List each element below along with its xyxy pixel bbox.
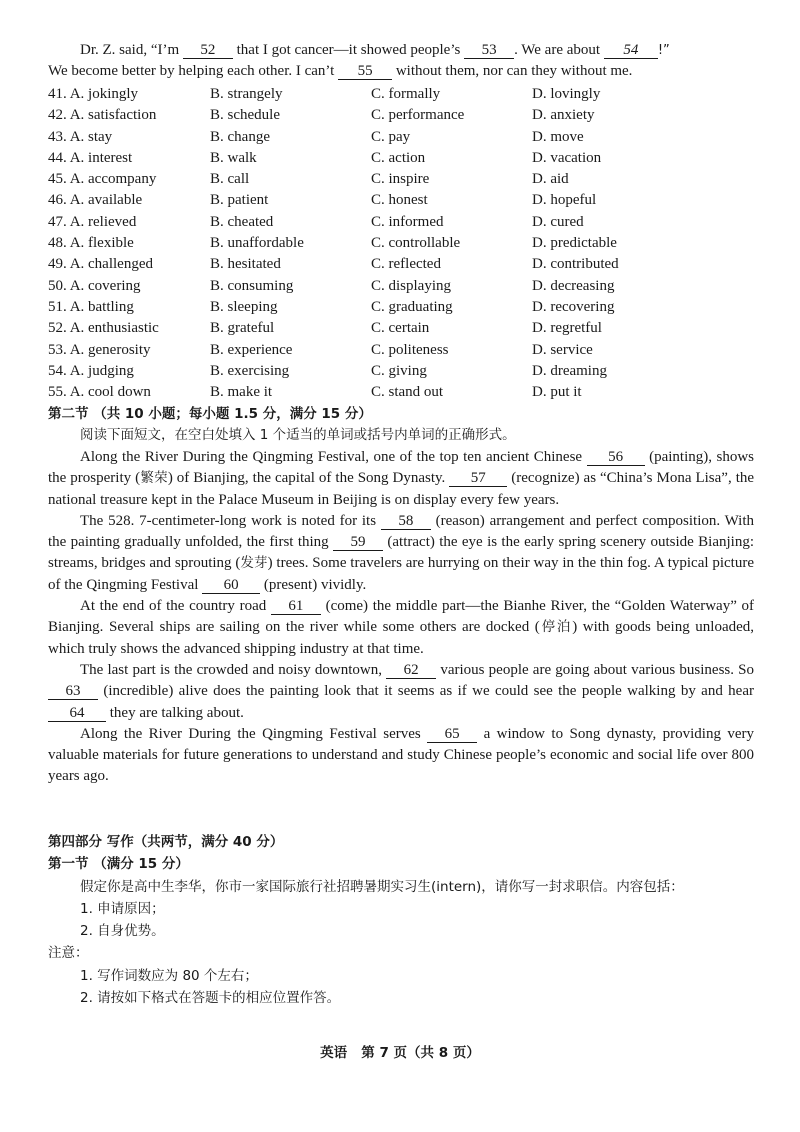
blank-59: 59 <box>333 534 383 551</box>
blank-58: 58 <box>381 513 431 530</box>
blank-65: 65 <box>427 726 477 743</box>
blank-56: 56 <box>587 449 645 466</box>
note-2: 2. 请按如下格式在答题卡的相应位置作答。 <box>80 990 341 1007</box>
footer-page-number: 第 7 页（共 8 页） <box>361 1045 480 1061</box>
page-footer <box>0 1041 800 1061</box>
blank-60: 60 <box>202 577 260 594</box>
option-row: 42. A. satisfaction B. schedule C. performance D. anxiety <box>48 107 595 124</box>
footer-subject: 英语 <box>320 1045 348 1061</box>
handwritten-exclamation: ! <box>657 43 664 58</box>
option-row: 49. A. challenged B. hesitated C. reflected D. contributed <box>48 256 619 273</box>
passage-paragraph-2: The 528. 7-centimeter-long work is noted for its 58 (reason) arrangement and perfect composition. With the painting gradually unfolded, the first thing 59 (attract) the eye is the early spring scenery outside Bianjing: streams, bridges and sprouting (发芽) trees. Some travelers are hurrying on their way in the thin fog. A typical picture of the Qingming Festival 60 (present) vividly. <box>48 512 755 593</box>
blank-54-handwritten: 54 <box>604 42 658 59</box>
notes-title: 注意： <box>48 945 89 962</box>
passage-paragraph-4: The last part is the crowded and noisy downtown, 62 various people are going about various business. So 63 (incredible) alive does the painting look that it seems as if we could see the people walking by and hear 64 they are talking about. <box>48 660 754 724</box>
blank-52: 52 <box>183 42 233 59</box>
intro-line-1 <box>48 40 754 61</box>
option-row: 52. A. enthusiastic B. grateful C. certain D. regretful <box>48 320 602 337</box>
section-2-header <box>48 404 754 447</box>
section-2-instruction: 阅读下面短文，在空白处填入 1 个适当的单词或括号内单词的正确形式。 <box>80 427 516 444</box>
part-4-writing <box>48 832 754 1009</box>
section-2-title: 第二节 （共 10 小题；每小题 1.5 分，满分 15 分） <box>48 406 372 422</box>
note-1: 1. 写作词数应为 80 个左右； <box>80 967 258 984</box>
passage-paragraph-3: At the end of the country road 61 (come) the middle part—the Bianhe River, the “Golden Waterway” of Bianjing. Several ships are sailing on the river while some others are docked (停泊) with goods being unloaded, which truly shows the advanced shipping industry at that time. <box>48 598 755 657</box>
intro-text: Dr. Z. said, “I’m <box>80 42 180 58</box>
blank-63: 63 <box>48 683 98 700</box>
option-row: 46. A. available B. patient C. honest D. hopeful <box>48 192 597 209</box>
intro-text: without them, nor can they without me. <box>395 63 633 80</box>
option-row: 54. A. judging B. exercising C. giving D. dreaming <box>48 362 607 379</box>
passage-paragraph-5: Along the River During the Qingming Festival serves 65 a window to Song dynasty, providing very valuable materials for future generations to understand and study Chinese people’s economic and social life over 800 years ago. <box>48 725 755 785</box>
intro-line-2 <box>48 61 754 82</box>
part-4-section-1-title: 第一节 （满分 15 分） <box>48 856 189 873</box>
grammar-passage <box>48 447 754 788</box>
option-row: 55. A. cool down B. make it C. stand out D. put it <box>48 384 582 401</box>
blank-62: 62 <box>386 662 436 679</box>
option-row: 43. A. stay B. change C. pay D. move <box>48 128 584 145</box>
intro-text: . We are about <box>514 42 601 58</box>
blank-53: 53 <box>464 42 514 59</box>
blank-61: 61 <box>271 598 321 615</box>
blank-55: 55 <box>338 63 392 80</box>
option-row: 53. A. generosity B. experience C. politeness D. service <box>48 341 593 358</box>
prompt-item-1: 1. 申请原因； <box>80 900 165 917</box>
part-4-title: 第四部分 写作（共两节，满分 40 分） <box>48 834 284 850</box>
intro-text: We become better by helping each other. I can’t <box>48 63 335 80</box>
option-row: 44. A. interest B. walk C. action D. vacation <box>48 149 602 166</box>
option-row: 50. A. covering B. consuming C. displaying D. decreasing <box>48 277 615 294</box>
blank-57: 57 <box>449 470 507 487</box>
option-row: 48. A. flexible B. unaffordable C. controllable D. predictable <box>48 235 617 252</box>
option-row: 51. A. battling B. sleeping C. graduating D. recovering <box>48 298 615 315</box>
option-row: 41. A. jokingly B. strangely C. formally D. lovingly <box>48 86 601 102</box>
passage-paragraph-1: Along the River During the Qingming Festival, one of the top ten ancient Chinese 56 (painting), shows the prosperity (繁荣) of Bianjing, the capital of the Song Dynasty. 57 (recognize) as “China’s Mona Lisa”, the national treasure kept in the Palace Museum in Beijing is on display every few years. <box>48 449 755 508</box>
option-row: 45. A. accompany B. call C. inspire D. aid <box>48 171 569 188</box>
options-list <box>48 84 754 403</box>
blank-64: 64 <box>48 705 106 722</box>
passage-intro <box>48 40 754 83</box>
handwritten-quote: ” <box>663 43 670 58</box>
prompt-item-2: 2. 自身优势。 <box>80 923 165 940</box>
option-row: 47. A. relieved B. cheated C. informed D. cured <box>48 213 584 230</box>
writing-prompt: 假定你是高中生李华，你市一家国际旅行社招聘暑期实习生(intern)，请你写一封求职信。内容包括： <box>80 878 684 895</box>
intro-text: that I got cancer—it showed people’s <box>236 42 461 58</box>
